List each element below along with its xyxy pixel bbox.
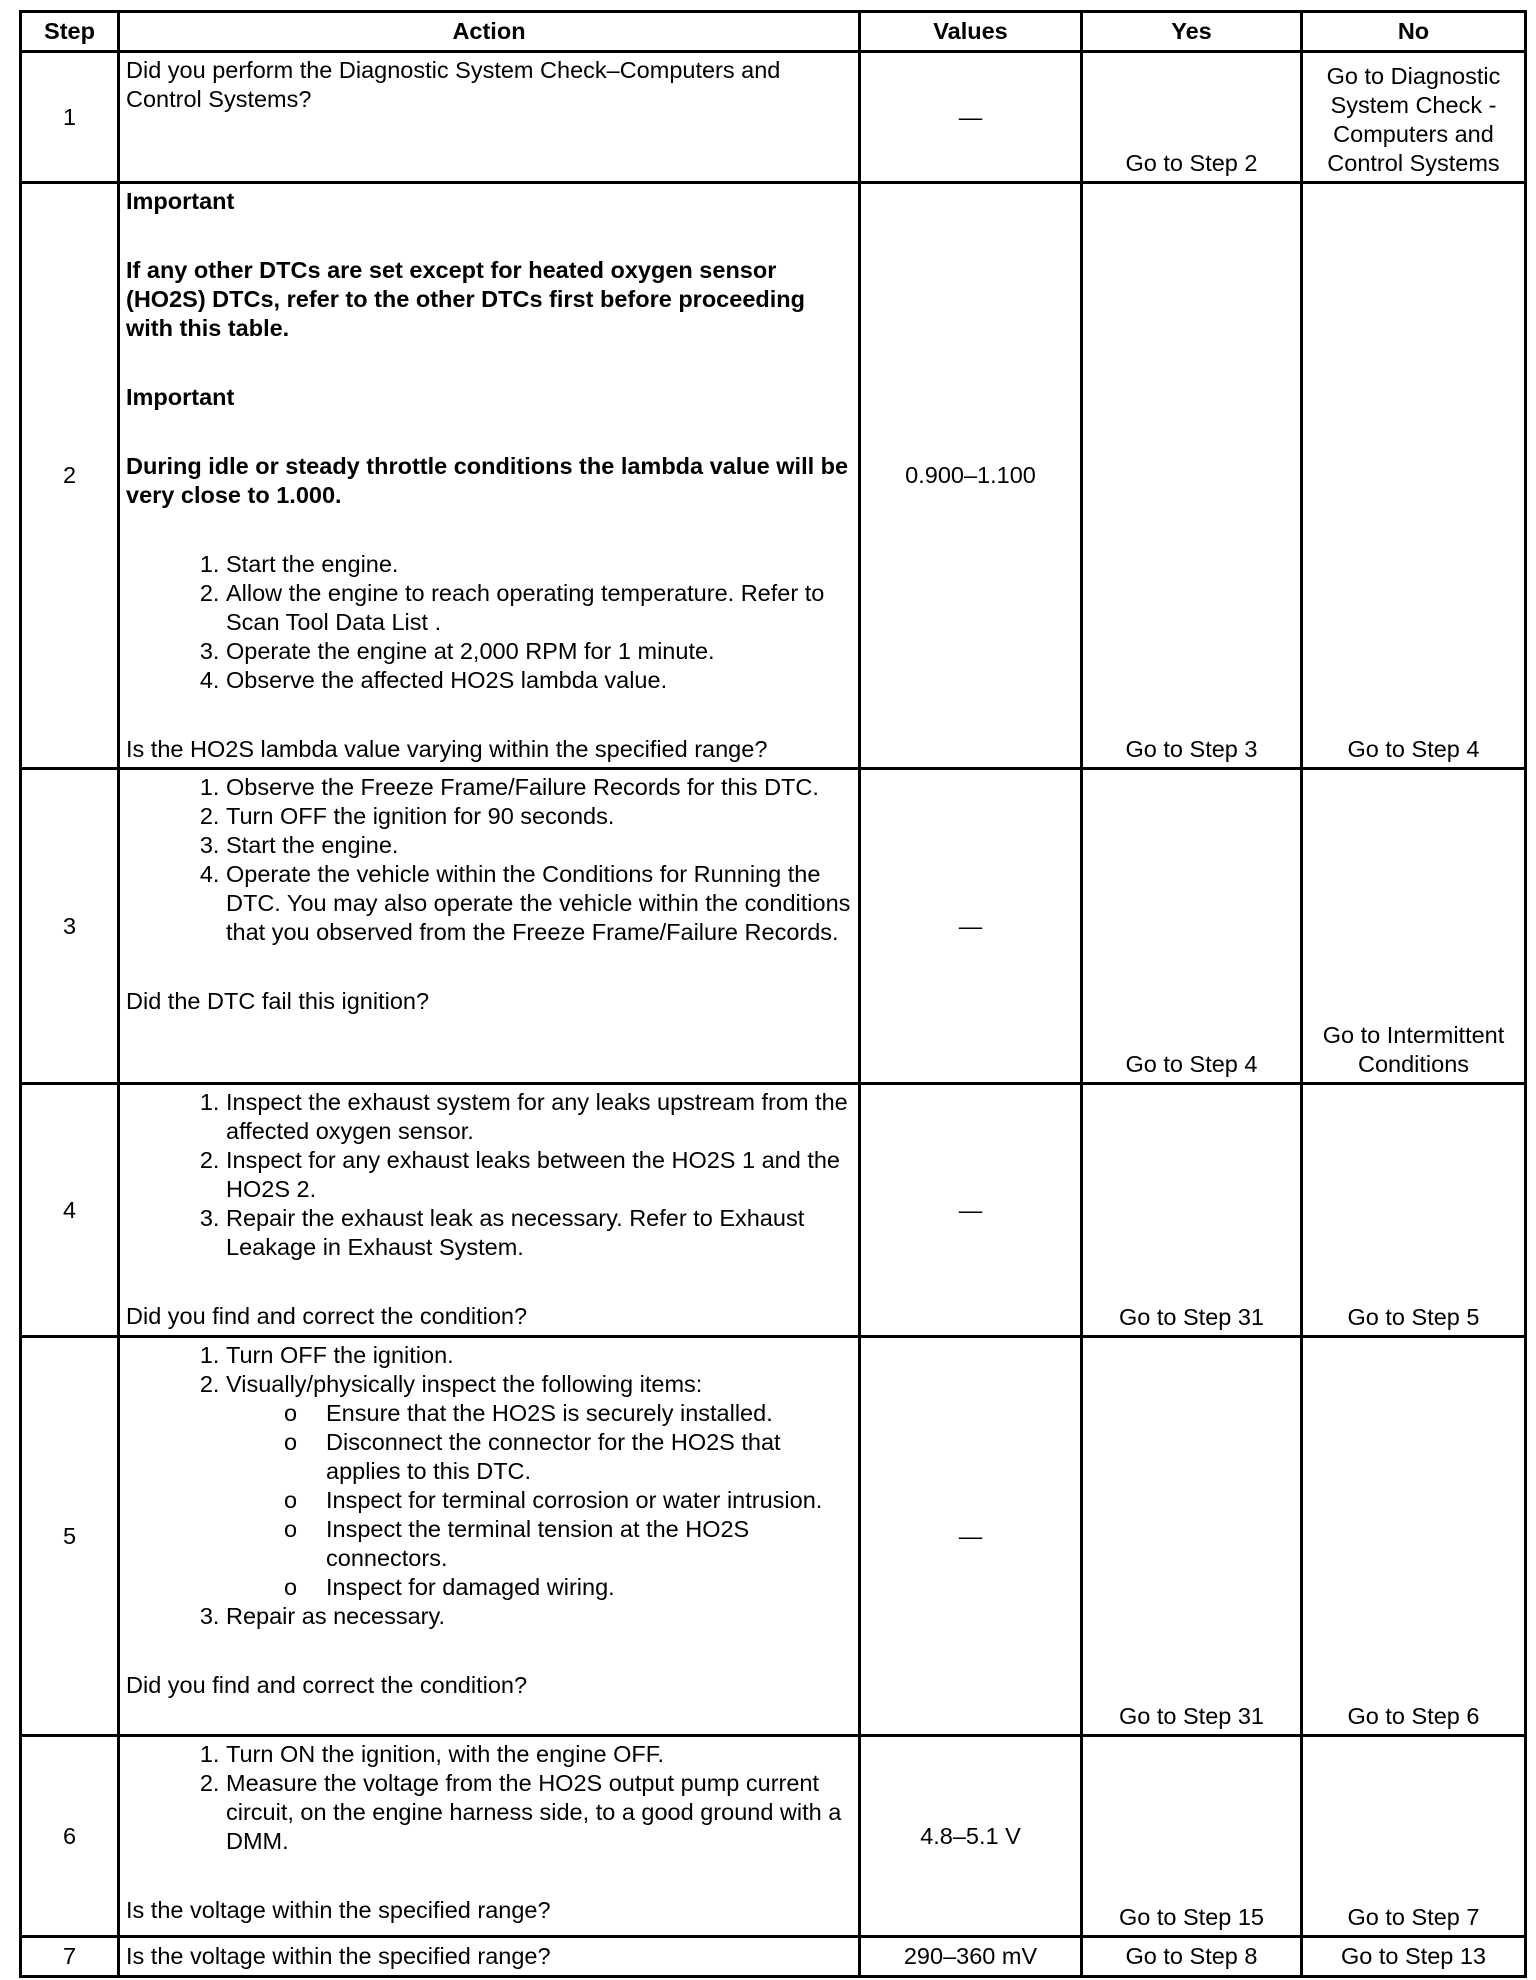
important-label: Important (126, 188, 235, 214)
values-cell: 4.8–5.1 V (860, 1736, 1082, 1937)
step-number: 5 (21, 1337, 119, 1736)
table-row (21, 52, 1526, 183)
yes-cell: Go to Step 2 (1082, 52, 1302, 183)
no-cell: Go to Step 6 (1302, 1337, 1526, 1736)
action-cell (119, 769, 860, 1084)
procedure-list (126, 550, 852, 695)
action-cell (119, 1937, 860, 1977)
yes-cell: Go to Step 15 (1082, 1736, 1302, 1937)
list-item-text: Visually/physically inspect the following items: (226, 1371, 703, 1397)
list-item: 2. Measure the voltage from the HO2S output pump current circuit, on the engine harness side, to a good ground with a DMM. (226, 1769, 852, 1856)
header-action: Action (119, 12, 860, 52)
list-item: 1. Turn ON the ignition, with the engine OFF. (226, 1740, 852, 1769)
list-item: 2. Turn OFF the ignition for 90 seconds. (226, 802, 852, 831)
important-text: If any other DTCs are set except for heated oxygen sensor (HO2S) DTCs, refer to the other DTCs first before proceeding with this table. (126, 257, 805, 341)
table-row (21, 769, 1526, 1084)
step-number: 3 (21, 769, 119, 1084)
list-item: 1. Inspect the exhaust system for any leaks upstream from the affected oxygen sensor. (226, 1088, 852, 1146)
action-cell (119, 52, 860, 183)
values-cell: 0.900–1.100 (860, 183, 1082, 769)
table-row (21, 1084, 1526, 1337)
values-cell: 290–360 mV (860, 1937, 1082, 1977)
action-cell (119, 183, 860, 769)
list-item: 4. Operate the vehicle within the Conditions for Running the DTC. You may also operate the vehicle within the conditions that you observed from the Freeze Frame/Failure Records. (226, 860, 852, 947)
values-cell: — (860, 1337, 1082, 1736)
action-cell (119, 1337, 860, 1736)
action-question: Is the voltage within the specified range? (126, 1943, 551, 1969)
no-cell: Go to Step 4 (1302, 183, 1526, 769)
inspection-sublist (226, 1399, 852, 1602)
action-question: Is the HO2S lambda value varying within the specified range? (126, 736, 768, 762)
list-item: 3. Repair as necessary. (226, 1602, 852, 1631)
procedure-list (126, 1341, 852, 1631)
action-question: Is the voltage within the specified range? (126, 1897, 551, 1923)
list-item (226, 1370, 852, 1602)
header-row (21, 12, 1526, 52)
no-cell: Go to Intermittent Conditions (1302, 769, 1526, 1084)
list-item: 3. Start the engine. (226, 831, 852, 860)
no-cell: Go to Step 13 (1302, 1937, 1526, 1977)
action-question: Did the DTC fail this ignition? (126, 988, 430, 1014)
sub-list-item: o Disconnect the connector for the HO2S that applies to this DTC. (326, 1428, 852, 1486)
important-text: During idle or steady throttle conditions the lambda value will be very close to 1.000. (126, 453, 849, 508)
action-cell (119, 1084, 860, 1337)
list-item: 1. Observe the Freeze Frame/Failure Records for this DTC. (226, 773, 852, 802)
yes-cell: Go to Step 31 (1082, 1337, 1302, 1736)
no-cell: Go to Step 7 (1302, 1736, 1526, 1937)
sub-list-item: o Inspect for damaged wiring. (326, 1573, 852, 1602)
sub-list-item: o Inspect the terminal tension at the HO2S connectors. (326, 1515, 852, 1573)
list-item: 3. Operate the engine at 2,000 RPM for 1 minute. (226, 637, 852, 666)
table-row (21, 1337, 1526, 1736)
action-cell (119, 1736, 860, 1937)
procedure-list (126, 1088, 852, 1262)
step-number: 1 (21, 52, 119, 183)
values-cell: — (860, 52, 1082, 183)
yes-cell: Go to Step 3 (1082, 183, 1302, 769)
no-cell: Go to Diagnostic System Check - Computers and Control Systems (1302, 52, 1526, 183)
values-cell: — (860, 769, 1082, 1084)
action-question: Did you find and correct the condition? (126, 1672, 528, 1698)
action-question: Did you find and correct the condition? (126, 1303, 528, 1329)
sub-list-item: o Inspect for terminal corrosion or water intrusion. (326, 1486, 852, 1515)
step-number: 4 (21, 1084, 119, 1337)
diagnostic-table (19, 10, 1527, 1978)
header-yes: Yes (1082, 12, 1302, 52)
header-values: Values (860, 12, 1082, 52)
table-row (21, 1736, 1526, 1937)
step-number: 7 (21, 1937, 119, 1977)
step-number: 2 (21, 183, 119, 769)
list-item: 1. Turn OFF the ignition. (226, 1341, 852, 1370)
list-item: 2. Inspect for any exhaust leaks between the HO2S 1 and the HO2S 2. (226, 1146, 852, 1204)
list-item: 3. Repair the exhaust leak as necessary. Refer to Exhaust Leakage in Exhaust System. (226, 1204, 852, 1262)
header-step: Step (21, 12, 119, 52)
no-cell: Go to Step 5 (1302, 1084, 1526, 1337)
important-label: Important (126, 384, 235, 410)
values-cell: — (860, 1084, 1082, 1337)
procedure-list (126, 1740, 852, 1856)
sub-list-item: o Ensure that the HO2S is securely installed. (326, 1399, 852, 1428)
yes-cell: Go to Step 8 (1082, 1937, 1302, 1977)
list-item: 1. Start the engine. (226, 550, 852, 579)
procedure-list (126, 773, 852, 947)
yes-cell: Go to Step 31 (1082, 1084, 1302, 1337)
yes-cell: Go to Step 4 (1082, 769, 1302, 1084)
table-row (21, 183, 1526, 769)
list-item: 2. Allow the engine to reach operating temperature. Refer to Scan Tool Data List . (226, 579, 852, 637)
table-row (21, 1937, 1526, 1977)
action-question: Did you perform the Diagnostic System Check–Computers and Control Systems? (126, 57, 781, 112)
step-number: 6 (21, 1736, 119, 1937)
header-no: No (1302, 12, 1526, 52)
list-item: 4. Observe the affected HO2S lambda value. (226, 666, 852, 695)
